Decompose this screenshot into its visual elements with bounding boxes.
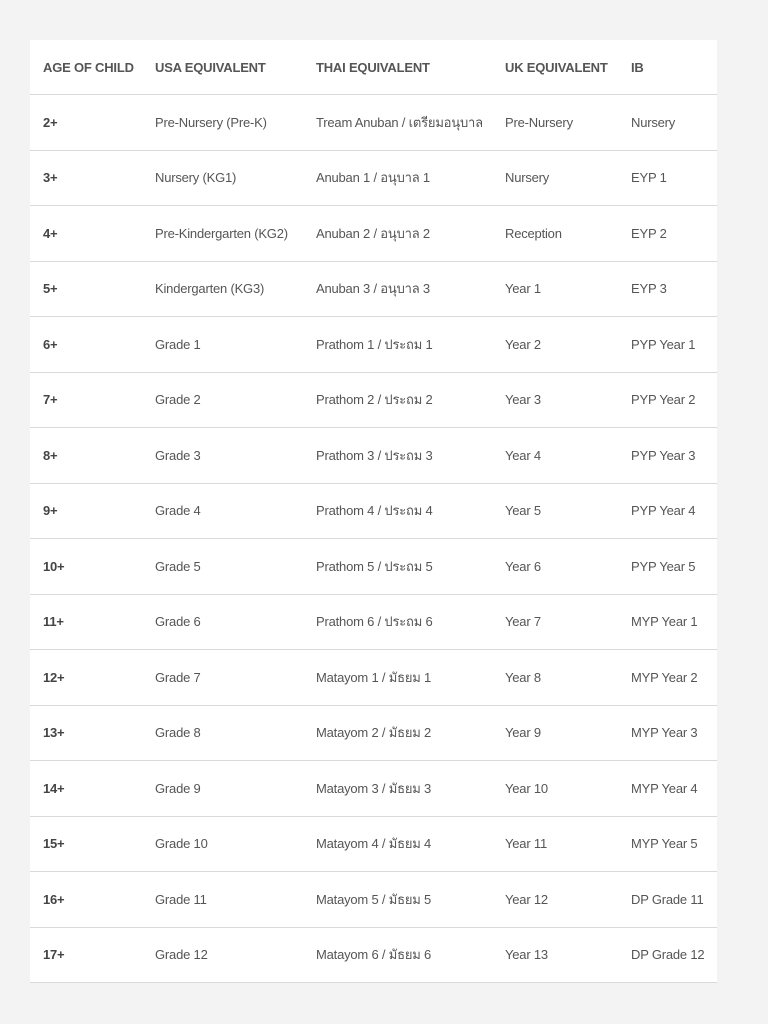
thai-cell: Matayom 4 / มัธยม 4 — [303, 816, 492, 872]
age-cell: 14+ — [30, 761, 142, 817]
ib-cell: DP Grade 12 — [618, 927, 717, 983]
age-cell: 16+ — [30, 872, 142, 928]
usa-cell: Grade 4 — [142, 483, 303, 539]
ib-cell: PYP Year 3 — [618, 428, 717, 484]
ib-cell: MYP Year 4 — [618, 761, 717, 817]
table-row — [30, 539, 717, 595]
education-equivalents-table — [30, 40, 717, 983]
table-row — [30, 816, 717, 872]
table-row — [30, 206, 717, 262]
ib-cell: MYP Year 1 — [618, 594, 717, 650]
ib-cell: MYP Year 2 — [618, 650, 717, 706]
header-ib: IB — [618, 40, 717, 95]
usa-cell: Grade 1 — [142, 317, 303, 373]
thai-cell: Matayom 6 / มัธยม 6 — [303, 927, 492, 983]
usa-cell: Grade 8 — [142, 705, 303, 761]
header-thai-equivalent: THAI EQUIVALENT — [303, 40, 492, 95]
table-row — [30, 927, 717, 983]
uk-cell: Year 8 — [492, 650, 618, 706]
uk-cell: Year 12 — [492, 872, 618, 928]
thai-cell: Prathom 1 / ประถม 1 — [303, 317, 492, 373]
age-cell: 6+ — [30, 317, 142, 373]
usa-cell: Grade 6 — [142, 594, 303, 650]
education-equivalents-table-card — [30, 40, 717, 983]
table-body — [30, 95, 717, 983]
uk-cell: Year 3 — [492, 372, 618, 428]
uk-cell: Nursery — [492, 150, 618, 206]
thai-cell: Matayom 2 / มัธยม 2 — [303, 705, 492, 761]
table-row — [30, 872, 717, 928]
uk-cell: Year 11 — [492, 816, 618, 872]
header-row — [30, 40, 717, 95]
thai-cell: Prathom 5 / ประถม 5 — [303, 539, 492, 595]
ib-cell: PYP Year 2 — [618, 372, 717, 428]
usa-cell: Grade 3 — [142, 428, 303, 484]
table-row — [30, 650, 717, 706]
ib-cell: EYP 2 — [618, 206, 717, 262]
ib-cell: MYP Year 5 — [618, 816, 717, 872]
thai-cell: Prathom 2 / ประถม 2 — [303, 372, 492, 428]
usa-cell: Kindergarten (KG3) — [142, 261, 303, 317]
uk-cell: Year 1 — [492, 261, 618, 317]
age-cell: 8+ — [30, 428, 142, 484]
table-row — [30, 150, 717, 206]
age-cell: 11+ — [30, 594, 142, 650]
uk-cell: Year 9 — [492, 705, 618, 761]
header-age-of-child: AGE OF CHILD — [30, 40, 142, 95]
usa-cell: Grade 11 — [142, 872, 303, 928]
table-row — [30, 261, 717, 317]
uk-cell: Reception — [492, 206, 618, 262]
table-row — [30, 761, 717, 817]
ib-cell: PYP Year 1 — [618, 317, 717, 373]
table-row — [30, 428, 717, 484]
thai-cell: Anuban 2 / อนุบาล 2 — [303, 206, 492, 262]
uk-cell: Year 2 — [492, 317, 618, 373]
uk-cell: Year 7 — [492, 594, 618, 650]
usa-cell: Grade 2 — [142, 372, 303, 428]
uk-cell: Year 13 — [492, 927, 618, 983]
thai-cell: Prathom 4 / ประถม 4 — [303, 483, 492, 539]
age-cell: 10+ — [30, 539, 142, 595]
table-row — [30, 317, 717, 373]
uk-cell: Year 5 — [492, 483, 618, 539]
thai-cell: Anuban 3 / อนุบาล 3 — [303, 261, 492, 317]
age-cell: 4+ — [30, 206, 142, 262]
ib-cell: EYP 1 — [618, 150, 717, 206]
age-cell: 3+ — [30, 150, 142, 206]
usa-cell: Grade 10 — [142, 816, 303, 872]
age-cell: 2+ — [30, 95, 142, 151]
table-row — [30, 705, 717, 761]
thai-cell: Anuban 1 / อนุบาล 1 — [303, 150, 492, 206]
table-row — [30, 372, 717, 428]
ib-cell: Nursery — [618, 95, 717, 151]
uk-cell: Pre-Nursery — [492, 95, 618, 151]
ib-cell: PYP Year 4 — [618, 483, 717, 539]
usa-cell: Grade 12 — [142, 927, 303, 983]
thai-cell: Tream Anuban / เตรียมอนุบาล — [303, 95, 492, 151]
table-row — [30, 594, 717, 650]
age-cell: 9+ — [30, 483, 142, 539]
usa-cell: Pre-Kindergarten (KG2) — [142, 206, 303, 262]
usa-cell: Grade 9 — [142, 761, 303, 817]
thai-cell: Matayom 5 / มัธยม 5 — [303, 872, 492, 928]
ib-cell: MYP Year 3 — [618, 705, 717, 761]
ib-cell: PYP Year 5 — [618, 539, 717, 595]
age-cell: 12+ — [30, 650, 142, 706]
usa-cell: Grade 5 — [142, 539, 303, 595]
ib-cell: DP Grade 11 — [618, 872, 717, 928]
thai-cell: Prathom 3 / ประถม 3 — [303, 428, 492, 484]
usa-cell: Nursery (KG1) — [142, 150, 303, 206]
table-row — [30, 483, 717, 539]
table-header — [30, 40, 717, 95]
ib-cell: EYP 3 — [618, 261, 717, 317]
age-cell: 7+ — [30, 372, 142, 428]
uk-cell: Year 4 — [492, 428, 618, 484]
header-uk-equivalent: UK EQUIVALENT — [492, 40, 618, 95]
thai-cell: Matayom 3 / มัธยม 3 — [303, 761, 492, 817]
age-cell: 5+ — [30, 261, 142, 317]
age-cell: 15+ — [30, 816, 142, 872]
age-cell: 13+ — [30, 705, 142, 761]
uk-cell: Year 6 — [492, 539, 618, 595]
uk-cell: Year 10 — [492, 761, 618, 817]
usa-cell: Grade 7 — [142, 650, 303, 706]
thai-cell: Prathom 6 / ประถม 6 — [303, 594, 492, 650]
table-row — [30, 95, 717, 151]
age-cell: 17+ — [30, 927, 142, 983]
usa-cell: Pre-Nursery (Pre-K) — [142, 95, 303, 151]
thai-cell: Matayom 1 / มัธยม 1 — [303, 650, 492, 706]
header-usa-equivalent: USA EQUIVALENT — [142, 40, 303, 95]
